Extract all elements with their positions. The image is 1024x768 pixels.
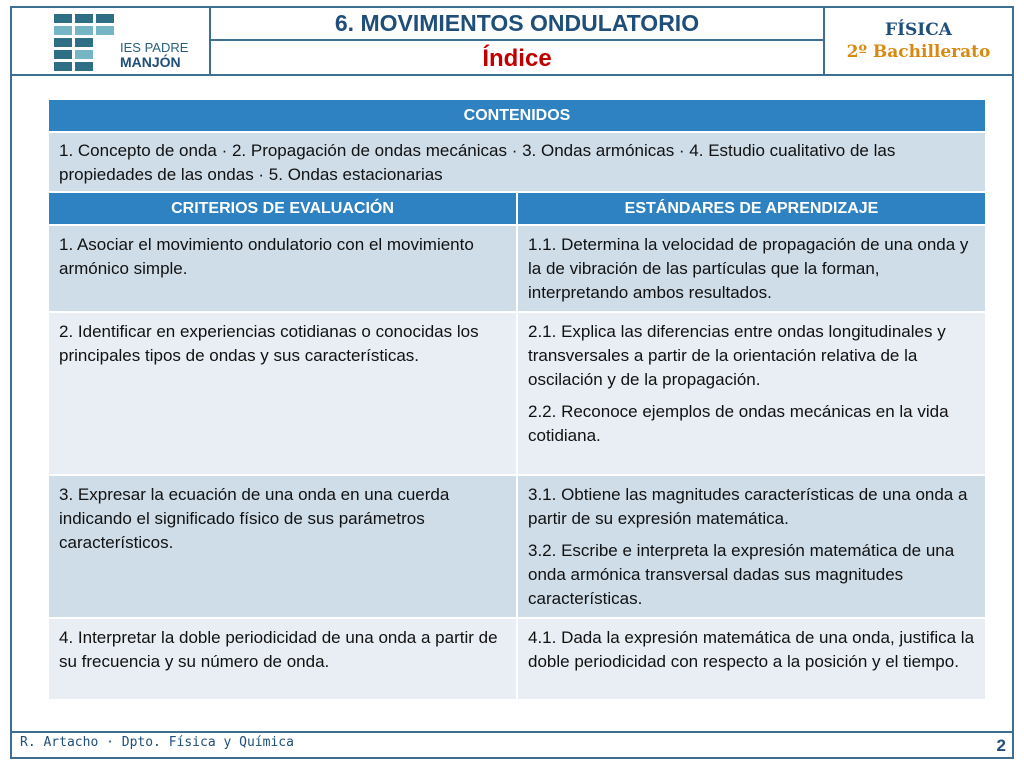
contenidos-text: 1. Concepto de onda · 2. Propagación de ondas mecánicas · 3. Ondas armónicas · 4. Estudio cualitativo de las propiedades de las ondas · 5. Ondas estacionarias bbox=[59, 141, 896, 184]
estandar-text: 1.1. Determina la velocidad de propagación de una onda y la de vibración de las partículas que la forman, interpretando ambos resultados. bbox=[528, 235, 969, 302]
page-title: 6. MOVIMIENTOS ONDULATORIO bbox=[211, 8, 823, 41]
course-label: 2º Bachillerato bbox=[846, 42, 991, 62]
criterio-cell bbox=[48, 475, 517, 618]
table-row bbox=[48, 312, 986, 475]
estandar-cell bbox=[517, 225, 986, 312]
estandares-header: ESTÁNDARES DE APRENDIZAJE bbox=[517, 192, 986, 225]
table-row bbox=[48, 618, 986, 700]
logo-line-2: MANJÓN bbox=[120, 54, 181, 70]
logo-line-1: IES PADRE bbox=[120, 40, 189, 55]
estandar-text: 2.2. Reconoce ejemplos de ondas mecánicas en la vida cotidiana. bbox=[528, 402, 949, 445]
criterios-header: CRITERIOS DE EVALUACIÓN bbox=[48, 192, 517, 225]
estandar-text: 3.1. Obtiene las magnitudes características de una onda a partir de su expresión matemática. bbox=[528, 485, 968, 528]
header-divider bbox=[12, 74, 1012, 76]
footer-author: R. Artacho · Dpto. Física y Química bbox=[20, 735, 294, 750]
estandar-text: 4.1. Dada la expresión matemática de una onda, justifica la doble periodicidad con respecto a la posición y el tiempo. bbox=[528, 628, 975, 671]
subject-box bbox=[825, 8, 1012, 74]
criterio-text: 1. Asociar el movimiento ondulatorio con el movimiento armónico simple. bbox=[59, 235, 474, 278]
criterio-text: 2. Identificar en experiencias cotidianas o conocidas los principales tipos de ondas y sus características. bbox=[59, 322, 479, 365]
table-row bbox=[48, 475, 986, 618]
criterio-cell bbox=[48, 225, 517, 312]
footer-divider bbox=[12, 731, 1012, 733]
table-row bbox=[48, 225, 986, 312]
contenidos-cell bbox=[48, 132, 986, 192]
estandar-cell bbox=[517, 475, 986, 618]
page-subtitle: Índice bbox=[482, 45, 552, 72]
criterio-cell bbox=[48, 618, 517, 700]
school-logo bbox=[12, 8, 209, 74]
estandar-cell bbox=[517, 618, 986, 700]
logo-grid-icon bbox=[54, 14, 116, 70]
estandar-text: 3.2. Escribe e interpreta la expresión matemática de una onda armónica transversal dadas sus magnitudes características. bbox=[528, 541, 955, 608]
estandar-cell bbox=[517, 312, 986, 475]
criterio-cell bbox=[48, 312, 517, 475]
subject-label: FÍSICA bbox=[885, 20, 952, 40]
page-number: 2 bbox=[996, 736, 1006, 755]
contenidos-header: CONTENIDOS bbox=[48, 99, 986, 132]
title-box bbox=[209, 8, 825, 74]
criterio-text: 3. Expresar la ecuación de una onda en una cuerda indicando el significado físico de sus parámetros característicos. bbox=[59, 485, 450, 552]
criterio-text: 4. Interpretar la doble periodicidad de una onda a partir de su frecuencia y su número de onda. bbox=[59, 628, 498, 671]
index-table bbox=[47, 98, 987, 701]
estandar-text: 2.1. Explica las diferencias entre ondas longitudinales y transversales a partir de la orientación relativa de la oscilación y de la propagación. bbox=[528, 322, 946, 389]
